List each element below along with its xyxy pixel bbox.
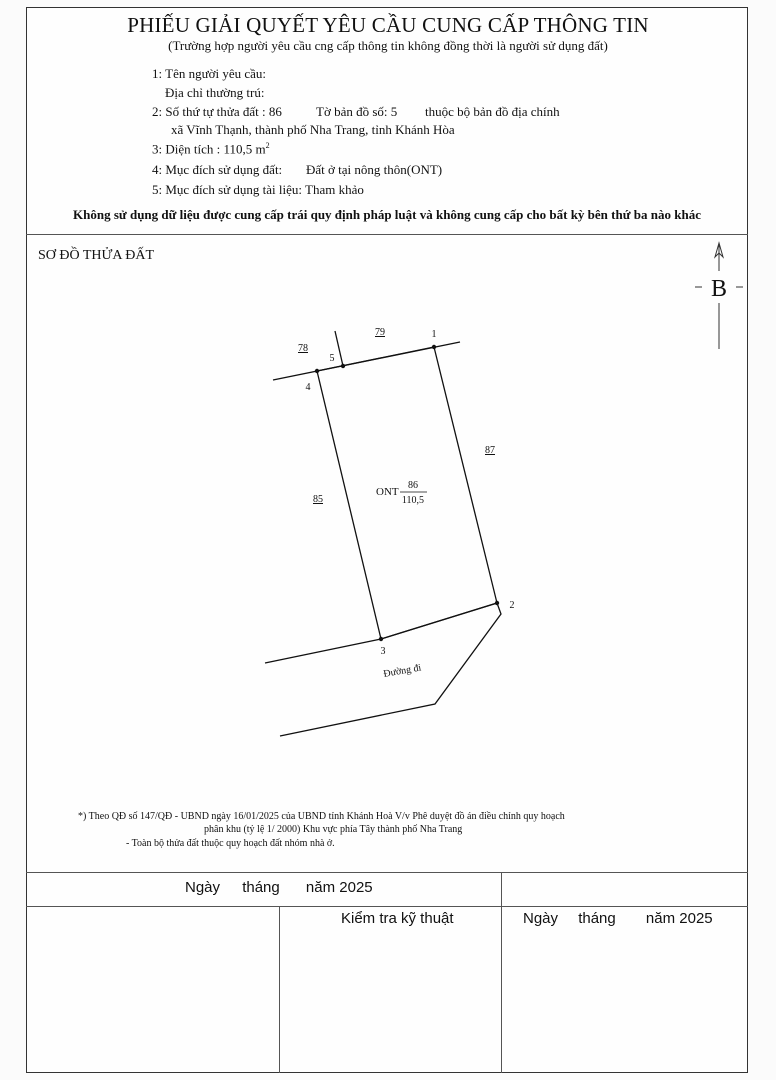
table-divider [279, 906, 280, 1073]
parcel-area: 3: Diện tích : 110,5 $m^2$ [152, 141, 270, 157]
neighbor-85-label: 85 [313, 494, 323, 505]
usage-notice: Không sử dụng dữ liệu được cung cấp trái quy định pháp luật và không cung cấp cho bất kỳ bên thứ ba nào khác [73, 207, 701, 222]
vertex-point [379, 637, 383, 641]
page-subtitle: (Trường hợp người yêu cầu cng cấp thông tin không đồng thời là người sử dụng đất) [168, 38, 608, 53]
vertex-1-label: 1 [431, 329, 437, 340]
section-title: SƠ ĐỒ THỬA ĐẤT [38, 248, 154, 263]
table-divider [501, 872, 502, 1073]
map-sheet: Tờ bản đồ số: 5 [316, 104, 398, 119]
footnote-line-3: - Toàn bộ thửa đất thuộc quy hoạch đất nhóm nhà ở. [126, 838, 335, 849]
vertex-point [495, 601, 499, 605]
footnote-line-1: *) Theo QĐ số 147/QĐ - UBND ngày 16/01/2025 của UBND tỉnh Khánh Hoà V/v Phê duyệt đồ án điều chỉnh quy hoạch [78, 811, 565, 822]
document-purpose: 5: Mục đích sử dụng tài liệu: Tham khảo [152, 182, 364, 197]
left-date: Ngày tháng năm 2025 [185, 879, 373, 896]
neighbor-divider-line [335, 331, 343, 366]
requester-address: Địa chỉ thường trú: [165, 85, 265, 100]
parcel-boundary [317, 347, 497, 639]
road-label: Đường đi [382, 662, 423, 680]
right-date: Ngày tháng năm 2025 [523, 910, 713, 927]
parcel-location: xã Vĩnh Thạnh, thành phố Nha Trang, tỉnh Khánh Hòa [171, 122, 455, 137]
vertex-point [315, 369, 319, 373]
parcel-area-label: 110,5 [401, 495, 425, 506]
parcel-number: 2: Số thứ tự thửa đất : 86 [152, 104, 282, 119]
parcel-code-label: ONT [376, 486, 399, 498]
page-title: PHIẾU GIẢI QUYẾT YÊU CẦU CUNG CẤP THÔNG TIN [127, 13, 649, 37]
vertex-point [432, 345, 436, 349]
land-use-label: 4: Mục đích sử dụng đất: [152, 162, 283, 177]
north-label: B [710, 276, 728, 302]
road-edge-line-2 [381, 603, 497, 639]
neighbor-78-label: 78 [298, 343, 308, 354]
vertex-4-label: 4 [305, 382, 311, 393]
vertex-3-label: 3 [380, 646, 386, 657]
table-top-border [26, 872, 748, 873]
land-use-value: Đất ở tại nông thôn(ONT) [306, 162, 443, 177]
parcel-number-label: 86 [408, 480, 418, 491]
vertex-2-label: 2 [509, 600, 515, 611]
neighbor-87-label: 87 [485, 445, 495, 456]
road-edge-line [265, 639, 381, 663]
neighbor-79-label: 79 [375, 327, 385, 338]
vertex-point [341, 364, 345, 368]
technical-check-title: Kiểm tra kỹ thuật [341, 910, 454, 927]
vertex-5-label: 5 [329, 353, 335, 364]
map-set: thuộc bộ bản đồ địa chính [425, 104, 560, 119]
footnote-line-2: phân khu (tỷ lệ 1/ 2000) Khu vực phía Tây thành phố Nha Trang [204, 824, 463, 835]
table-header-border [26, 906, 748, 907]
requester-name: 1: Tên người yêu cầu: [152, 66, 267, 81]
